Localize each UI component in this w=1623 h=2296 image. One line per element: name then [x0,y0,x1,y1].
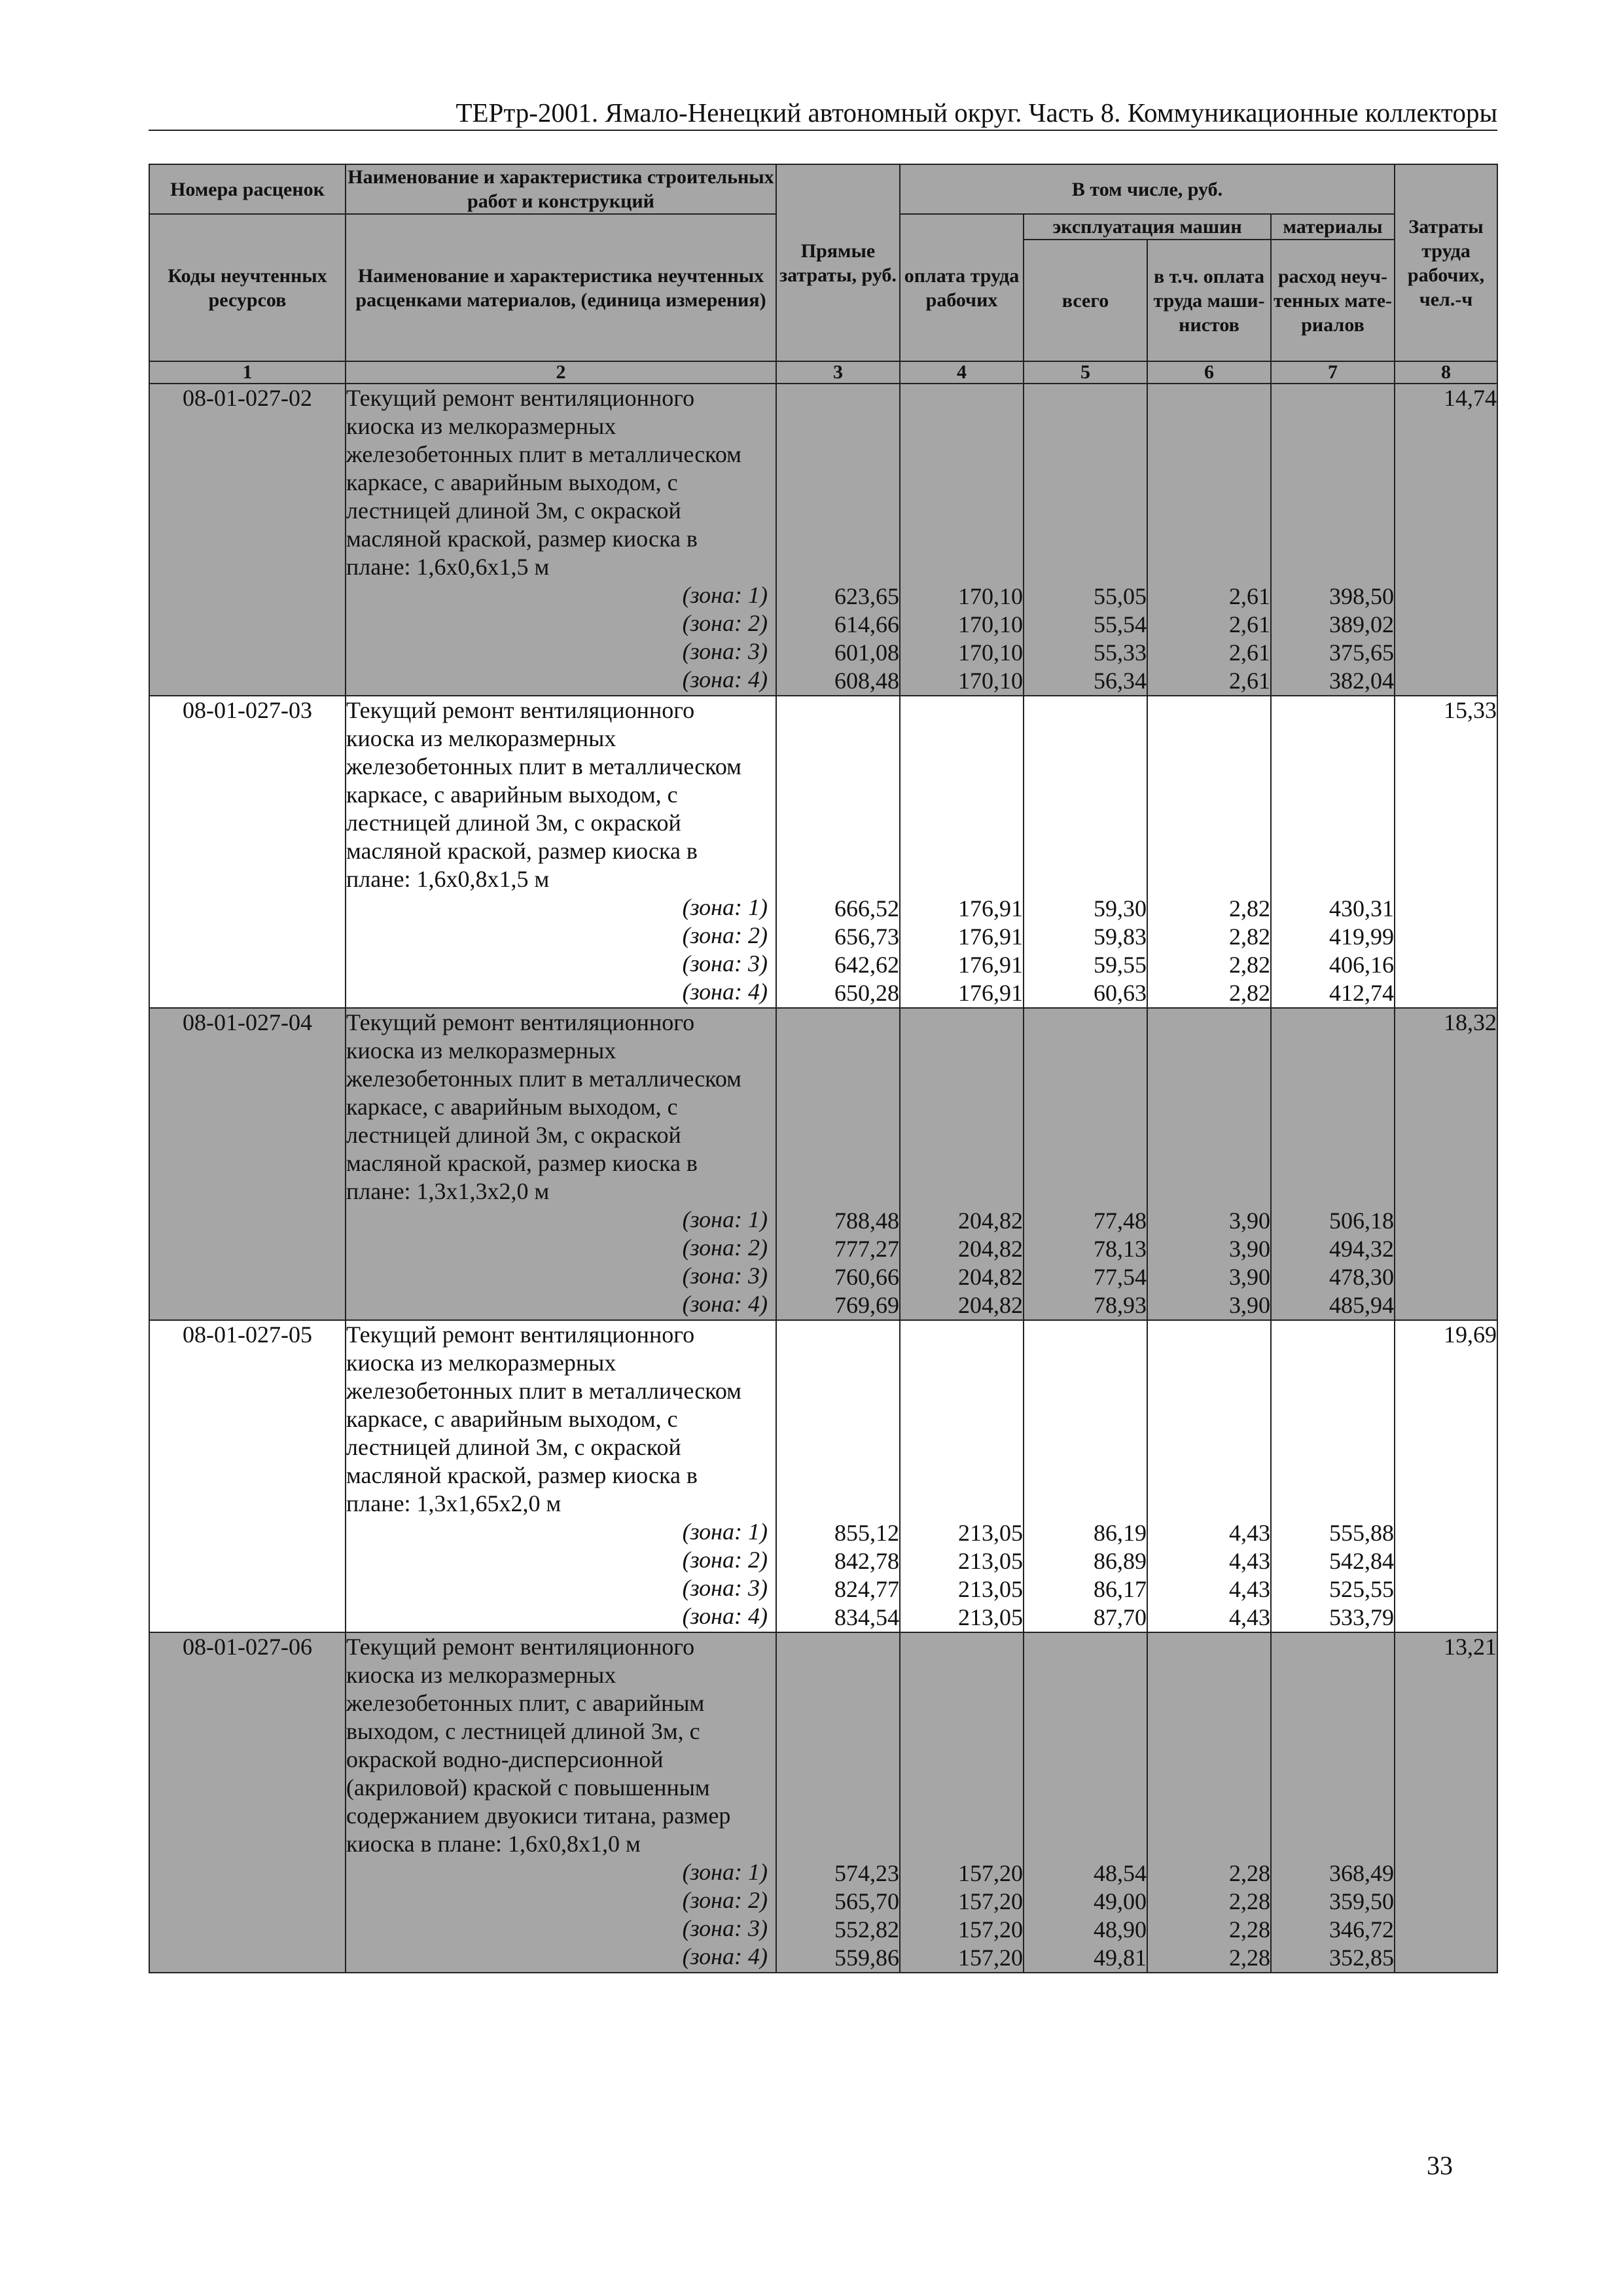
rate-code: 08-01-027-06 [149,1632,346,1973]
header-unaccounted-codes: Коды неучтенных ресурсов [149,214,346,361]
machines-total-value: 87,70 [1094,1604,1147,1630]
description-line: лестницей длиной 3м, с окраской [346,810,681,836]
description-line: (акриловой) краской с повышенным [346,1774,710,1801]
operator-pay-cell [1147,1320,1271,1632]
description-line: каркасе, с аварийным выходом, с [346,1094,678,1120]
description-line: масляной краской, размер киоска в [346,838,698,864]
column-number: 1 [149,361,346,384]
table-row [149,1632,1497,1973]
description-line: железобетонных плит в металлическом [346,441,741,467]
machines-total-value: 49,00 [1094,1888,1147,1914]
machines-total-value: 49,81 [1094,1945,1147,1971]
header-direct-costs: Прямые затраты, руб. [776,164,900,361]
rate-code: 08-01-027-03 [149,696,346,1008]
rate-description [346,384,776,696]
worker-pay-value: 170,10 [958,639,1023,666]
machines-total-cell [1024,384,1147,696]
description-line: плане: 1,6х0,8х1,5 м [346,866,550,892]
materials-use-value: 412,74 [1329,980,1395,1006]
description-line: железобетонных плит в металлическом [346,753,741,780]
table-header [149,164,1497,384]
description-line: Текущий ремонт вентиляционного [346,1009,695,1035]
direct-cost-value: 559,86 [834,1945,899,1971]
operator-pay-value: 3,90 [1229,1208,1270,1234]
page-number: 33 [1427,2151,1453,2180]
zone-label: (зона: 1) [682,582,768,608]
machines-total-cell [1024,1632,1147,1973]
labor-costs: 13,21 [1395,1632,1497,1973]
direct-cost-value: 855,12 [834,1520,899,1546]
table-row [149,696,1497,1008]
direct-cost-value: 614,66 [834,611,899,637]
operator-pay-value: 2,28 [1229,1860,1270,1886]
description-line: железобетонных плит в металлическом [346,1066,741,1092]
direct-cost-value: 623,65 [834,583,899,609]
worker-pay-value: 176,91 [958,980,1023,1006]
description-line: киоска из мелкоразмерных [346,1662,616,1688]
zone-label: (зона: 3) [682,1263,768,1289]
description-line: Текущий ремонт вентиляционного [346,1321,695,1348]
description-line: Текущий ремонт вентиляционного [346,1634,695,1660]
operator-pay-value: 3,90 [1229,1292,1270,1318]
rate-code: 08-01-027-05 [149,1320,346,1632]
description-line: окраской водно-дисперсионной [346,1746,664,1772]
materials-use-cell [1271,1632,1395,1973]
machines-total-cell [1024,696,1147,1008]
column-number: 4 [900,361,1024,384]
operator-pay-value: 3,90 [1229,1236,1270,1262]
zone-label: (зона: 3) [682,1575,768,1601]
machines-total-value: 78,93 [1094,1292,1147,1318]
operator-pay-value: 2,28 [1229,1888,1270,1914]
description-line: Текущий ремонт вентиляционного [346,697,695,723]
direct-cost-value: 842,78 [834,1548,899,1574]
zone-label: (зона: 4) [682,978,768,1005]
zone-label: (зона: 4) [682,666,768,692]
table-row [149,384,1497,696]
machines-total-value: 55,33 [1094,639,1147,666]
operator-pay-value: 4,43 [1229,1604,1270,1630]
direct-cost-value: 642,62 [834,952,899,978]
worker-pay-value: 157,20 [958,1916,1023,1943]
direct-cost-value: 656,73 [834,924,899,950]
direct-cost-value: 824,77 [834,1576,899,1602]
operator-pay-value: 3,90 [1229,1264,1270,1290]
materials-use-value: 368,49 [1329,1860,1395,1886]
worker-pay-cell [900,696,1024,1008]
labor-costs: 19,69 [1395,1320,1497,1632]
zone-label: (зона: 2) [682,922,768,948]
description-line: масляной краской, размер киоска в [346,526,698,552]
materials-use-value: 494,32 [1329,1236,1395,1262]
description-line: лестницей длиной 3м, с окраской [346,1122,681,1148]
column-number: 2 [346,361,776,384]
description-line: содержанием двуокиси титана, размер [346,1803,731,1829]
worker-pay-value: 204,82 [958,1208,1023,1234]
zone-label: (зона: 3) [682,950,768,977]
operator-pay-value: 2,61 [1229,668,1270,694]
column-number: 5 [1024,361,1147,384]
direct-cost-cell [776,1008,900,1320]
direct-cost-cell [776,696,900,1008]
zone-label: (зона: 1) [682,1206,768,1232]
operator-pay-value: 2,61 [1229,639,1270,666]
machines-total-value: 78,13 [1094,1236,1147,1262]
materials-use-value: 375,65 [1329,639,1395,666]
header-operator-pay: в т.ч. оплата труда маши-нистов [1147,240,1271,361]
description-line: плане: 1,6х0,6х1,5 м [346,554,550,580]
machines-total-value: 86,89 [1094,1548,1147,1574]
worker-pay-value: 176,91 [958,924,1023,950]
description-line: Текущий ремонт вентиляционного [346,385,695,411]
rates-table [149,164,1498,1973]
description-line: каркасе, с аварийным выходом, с [346,781,678,808]
materials-use-value: 525,55 [1329,1576,1395,1602]
materials-use-value: 382,04 [1329,668,1395,694]
worker-pay-value: 170,10 [958,611,1023,637]
running-header: ТЕРтр-2001. Ямало-Ненецкий автономный округ. Часть 8. Коммуникационные коллекторы [149,97,1497,131]
machines-total-value: 56,34 [1094,668,1147,694]
worker-pay-value: 204,82 [958,1236,1023,1262]
labor-costs: 14,74 [1395,384,1497,696]
operator-pay-value: 4,43 [1229,1520,1270,1546]
operator-pay-value: 2,61 [1229,583,1270,609]
zone-label: (зона: 1) [682,894,768,920]
worker-pay-value: 213,05 [958,1604,1023,1630]
worker-pay-cell [900,1008,1024,1320]
materials-use-value: 542,84 [1329,1548,1395,1574]
rate-description [346,1632,776,1973]
materials-use-value: 346,72 [1329,1916,1395,1943]
materials-use-value: 398,50 [1329,583,1395,609]
materials-use-cell [1271,1008,1395,1320]
column-number: 6 [1147,361,1271,384]
materials-use-value: 478,30 [1329,1264,1395,1290]
header-work-name: Наименование и характеристика строительных работ и конструкций [346,164,776,214]
worker-pay-value: 157,20 [958,1860,1023,1886]
direct-cost-value: 565,70 [834,1888,899,1914]
operator-pay-value: 2,82 [1229,980,1270,1006]
table-row [149,1008,1497,1320]
machines-total-value: 59,55 [1094,952,1147,978]
machines-total-value: 77,48 [1094,1208,1147,1234]
machines-total-value: 55,54 [1094,611,1147,637]
worker-pay-value: 157,20 [958,1888,1023,1914]
machines-total-value: 86,17 [1094,1576,1147,1602]
description-line: киоска из мелкоразмерных [346,725,616,751]
direct-cost-cell [776,1632,900,1973]
worker-pay-cell [900,384,1024,696]
machines-total-value: 55,05 [1094,583,1147,609]
column-number: 8 [1395,361,1497,384]
rate-description [346,1320,776,1632]
machines-total-value: 48,54 [1094,1860,1147,1886]
worker-pay-value: 176,91 [958,952,1023,978]
zone-label: (зона: 3) [682,1915,768,1941]
description-line: железобетонных плит, с аварийным [346,1690,705,1716]
operator-pay-cell [1147,1632,1271,1973]
worker-pay-value: 213,05 [958,1576,1023,1602]
machines-total-value: 60,63 [1094,980,1147,1006]
worker-pay-value: 170,10 [958,583,1023,609]
direct-cost-value: 552,82 [834,1916,899,1943]
description-line: масляной краской, размер киоска в [346,1462,698,1488]
rate-description [346,696,776,1008]
zone-label: (зона: 3) [682,638,768,664]
description-line: киоска из мелкоразмерных [346,1350,616,1376]
zone-label: (зона: 4) [682,1291,768,1317]
description-line: масляной краской, размер киоска в [346,1150,698,1176]
zone-label: (зона: 2) [682,1547,768,1573]
zone-label: (зона: 2) [682,610,768,636]
header-including: В том числе, руб. [900,164,1395,214]
description-line: выходом, с лестницей длиной 3м, с [346,1718,700,1744]
worker-pay-value: 213,05 [958,1548,1023,1574]
operator-pay-value: 2,82 [1229,952,1270,978]
description-line: плане: 1,3х1,3х2,0 м [346,1178,550,1204]
direct-cost-value: 601,08 [834,639,899,666]
operator-pay-value: 2,28 [1229,1945,1270,1971]
operator-pay-value: 2,61 [1229,611,1270,637]
direct-cost-value: 769,69 [834,1292,899,1318]
worker-pay-cell [900,1320,1024,1632]
zone-label: (зона: 2) [682,1234,768,1261]
operator-pay-cell [1147,696,1271,1008]
description-line: каркасе, с аварийным выходом, с [346,469,678,495]
operator-pay-value: 2,28 [1229,1916,1270,1943]
direct-cost-value: 788,48 [834,1208,899,1234]
worker-pay-value: 213,05 [958,1520,1023,1546]
worker-pay-value: 157,20 [958,1945,1023,1971]
direct-cost-cell [776,384,900,696]
table-body [149,384,1497,1973]
description-line: железобетонных плит в металлическом [346,1378,741,1404]
machines-total-value: 59,30 [1094,895,1147,922]
materials-use-cell [1271,696,1395,1008]
header-unaccounted-materials-use: расход неуч-тенных мате-риалов [1271,240,1395,361]
materials-use-cell [1271,384,1395,696]
machines-total-value: 59,83 [1094,924,1147,950]
operator-pay-cell [1147,384,1271,696]
description-line: лестницей длиной 3м, с окраской [346,497,681,524]
materials-use-value: 352,85 [1329,1945,1395,1971]
description-line: каркасе, с аварийным выходом, с [346,1406,678,1432]
worker-pay-value: 204,82 [958,1264,1023,1290]
zone-label: (зона: 2) [682,1887,768,1913]
materials-use-cell [1271,1320,1395,1632]
machines-total-cell [1024,1008,1147,1320]
direct-cost-value: 650,28 [834,980,899,1006]
description-line: киоска из мелкоразмерных [346,1037,616,1064]
description-line: киоска в плане: 1,6х0,8х1,0 м [346,1831,641,1857]
materials-use-value: 485,94 [1329,1292,1395,1318]
operator-pay-value: 2,82 [1229,924,1270,950]
machines-total-value: 48,90 [1094,1916,1147,1943]
machines-total-value: 77,54 [1094,1264,1147,1290]
description-line: лестницей длиной 3м, с окраской [346,1434,681,1460]
direct-cost-value: 777,27 [834,1236,899,1262]
materials-use-value: 406,16 [1329,952,1395,978]
worker-pay-value: 204,82 [958,1292,1023,1318]
header-rate-numbers: Номера расценок [149,164,346,214]
description-line: плане: 1,3х1,65х2,0 м [346,1490,562,1516]
worker-pay-cell [900,1632,1024,1973]
header-unaccounted-materials-name: Наименование и характеристика неучтенных расценками материалов, (единица измерения) [346,214,776,361]
rate-description [346,1008,776,1320]
direct-cost-value: 666,52 [834,895,899,922]
rate-code: 08-01-027-02 [149,384,346,696]
header-machines-total: всего [1024,240,1147,361]
labor-costs: 15,33 [1395,696,1497,1008]
materials-use-value: 533,79 [1329,1604,1395,1630]
zone-label: (зона: 1) [682,1859,768,1885]
direct-cost-value: 760,66 [834,1264,899,1290]
direct-cost-value: 834,54 [834,1604,899,1630]
labor-costs: 18,32 [1395,1008,1497,1320]
direct-cost-value: 574,23 [834,1860,899,1886]
header-worker-pay: оплата труда рабочих [900,214,1024,361]
zone-label: (зона: 4) [682,1943,768,1969]
rate-code: 08-01-027-04 [149,1008,346,1320]
materials-use-value: 389,02 [1329,611,1395,637]
zone-label: (зона: 4) [682,1603,768,1629]
operator-pay-value: 4,43 [1229,1576,1270,1602]
direct-cost-cell [776,1320,900,1632]
table-row [149,1320,1497,1632]
column-number: 3 [776,361,900,384]
machines-total-value: 86,19 [1094,1520,1147,1546]
description-line: киоска из мелкоразмерных [346,413,616,439]
materials-use-value: 506,18 [1329,1208,1395,1234]
header-labor-costs: Затраты труда рабочих, чел.-ч [1395,164,1497,361]
materials-use-value: 419,99 [1329,924,1395,950]
column-number: 7 [1271,361,1395,384]
operator-pay-value: 4,43 [1229,1548,1270,1574]
materials-use-value: 359,50 [1329,1888,1395,1914]
operator-pay-value: 2,82 [1229,895,1270,922]
operator-pay-cell [1147,1008,1271,1320]
machines-total-cell [1024,1320,1147,1632]
worker-pay-value: 176,91 [958,895,1023,922]
materials-use-value: 430,31 [1329,895,1395,922]
worker-pay-value: 170,10 [958,668,1023,694]
materials-use-value: 555,88 [1329,1520,1395,1546]
zone-label: (зона: 1) [682,1518,768,1545]
header-machine-operation: эксплуатация машин [1024,214,1271,240]
direct-cost-value: 608,48 [834,668,899,694]
header-materials: материалы [1271,214,1395,240]
